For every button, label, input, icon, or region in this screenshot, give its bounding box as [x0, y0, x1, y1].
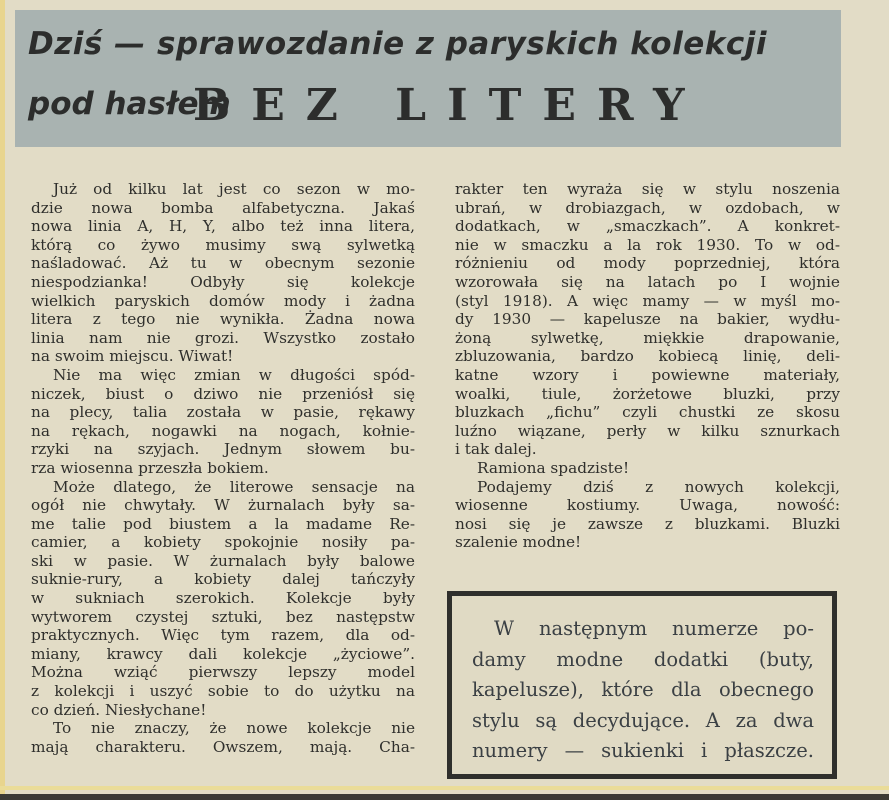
text-line: rakter ten wyraża się w stylu noszenia: [455, 180, 840, 198]
text-line: na plecy, talia została w pasie, rękawy: [31, 403, 415, 422]
text-line: na swoim miejscu. Wiwat!: [31, 347, 234, 366]
text-line: rzyki na szyjach. Jednym słowem bu-: [31, 440, 415, 459]
text-line: z kolekcji i uszyć sobie to do użytku na: [31, 682, 415, 701]
text-line: nie w smaczku a la rok 1930. To w od-: [455, 235, 840, 254]
article-paragraph: [455, 478, 840, 552]
text-line: w sukniach szerokich. Kolekcje były: [31, 589, 415, 608]
text-line: nowa linia A, H, Y, albo też inna litera,: [31, 217, 415, 236]
page-edge-shadow: [0, 794, 889, 800]
text-line: linia nam nie grozi. Wszystko zostało: [31, 328, 415, 347]
text-line: suknie-rury, a kobiety dalej tańczyły: [31, 570, 415, 589]
text-line: praktycznych. Więc tym razem, dla od-: [31, 626, 415, 645]
text-line: me talie pod biustem a la madame Re-: [31, 514, 415, 533]
text-line: wiosenne kostiumy. Uwaga, nowość:: [455, 496, 840, 515]
text-line: wielkich paryskich domów mody i żadna: [31, 291, 415, 310]
text-line: którą co żywo musimy swą sylwetką: [31, 235, 415, 254]
text-line: dzie nowa bomba alfabetyczna. Jakaś: [31, 198, 415, 217]
text-line: różnieniu od mody poprzedniej, która: [455, 254, 840, 273]
text-line: wytworem czystej sztuki, bez następstw: [31, 607, 415, 626]
text-line: Nie ma więc zmian w długości spód-: [53, 365, 415, 384]
notice-line: W następnym numerze po-: [494, 617, 814, 640]
text-line: i tak dalej.: [455, 440, 537, 459]
headline-title: BEZ LITERY: [193, 80, 706, 131]
text-line: wzorowała się na latach po I wojnie: [455, 272, 840, 291]
article-paragraph: [455, 459, 840, 478]
text-line: co dzień. Niesłychane!: [31, 700, 207, 719]
text-line: na rękach, nogawki na nogach, kołnie-: [31, 421, 415, 440]
text-line: (styl 1918). A więc mamy — w myśl mo-: [455, 291, 840, 310]
article-paragraph: [31, 180, 415, 366]
text-line: szalenie modne!: [455, 533, 582, 552]
text-line: żoną sylwetkę, miękkie drapowanie,: [455, 328, 840, 347]
text-line: ubrań, w drobiazgach, w ozdobach, w: [455, 198, 840, 217]
notice-line: stylu są decydujące. A za dwa: [472, 708, 814, 732]
text-line: Można wziąć pierwszy lepszy model: [31, 663, 415, 682]
notice-line: kapelusze), które dla obecnego: [472, 678, 814, 701]
text-line: camier, a kobiety spokojnie nosiły pa-: [31, 533, 415, 552]
text-line: mają charakteru. Owszem, mają. Cha-: [31, 737, 415, 756]
text-line: nosi się je zawsze z bluzkami. Bluzki: [455, 514, 840, 533]
article-paragraph: [31, 719, 415, 756]
paper-edge: [0, 0, 5, 800]
text-line: dy 1930 — kapelusze na bakier, wydłu-: [455, 310, 840, 329]
text-line: ski w pasie. W żurnalach były balowe: [31, 551, 415, 570]
text-line: bluzkach „fichu” czyli chustki ze skosu: [455, 403, 840, 422]
text-line: Już od kilku lat jest co sezon w mo-: [53, 180, 415, 198]
text-line: miany, krawcy dali kolekcje „życiowe”.: [31, 644, 415, 663]
text-line: naśladować. Aż tu w obecnym sezonie: [31, 254, 415, 273]
next-issue-notice-box: [447, 591, 837, 779]
article-paragraph: [31, 366, 415, 478]
text-line: Podajemy dziś z nowych kolekcji,: [477, 477, 840, 496]
text-line: katne wzory i powiewne materiały,: [455, 365, 840, 384]
notice-line: damy modne dodatki (buty,: [472, 647, 814, 671]
text-line: Może dlatego, że literowe sensacje na: [53, 477, 415, 496]
text-line: zbluzowania, bardzo kobiecą linię, deli-: [455, 347, 840, 366]
text-line: Ramiona spadziste!: [477, 458, 630, 477]
text-line: To nie znaczy, że nowe kolekcje nie: [53, 719, 415, 738]
headline-subtitle: Dziś — sprawozdanie z paryskich kolekcji: [28, 26, 767, 62]
paper-fold-line: [0, 786, 889, 790]
text-line: litera z tego nie wynikła. Żadna nowa: [31, 310, 415, 329]
article-column-left: [31, 180, 415, 756]
article-column-right: [455, 180, 840, 552]
text-line: luźno wiązane, perły w kilku sznurkach: [455, 421, 840, 440]
text-line: woalki, tiule, żorżetowe bluzki, przy: [455, 384, 840, 403]
text-line: niespodzianka! Odbyły się kolekcje: [31, 272, 415, 291]
text-line: ogół nie chwytały. W żurnalach były sa-: [31, 496, 415, 515]
text-line: rza wiosenna przeszła bokiem.: [31, 458, 269, 477]
article-paragraph: [31, 478, 415, 720]
text-line: niczek, biust o dziwo nie przeniósł się: [31, 384, 415, 403]
article-paragraph: [455, 180, 840, 459]
next-issue-notice-text: [472, 614, 814, 767]
notice-line: numery — sukienki i płaszcze.: [472, 739, 814, 762]
headline-prefix: pod hasłem: [28, 86, 231, 122]
text-line: dodatkach, w „smaczkach”. A konkret-: [455, 217, 840, 236]
